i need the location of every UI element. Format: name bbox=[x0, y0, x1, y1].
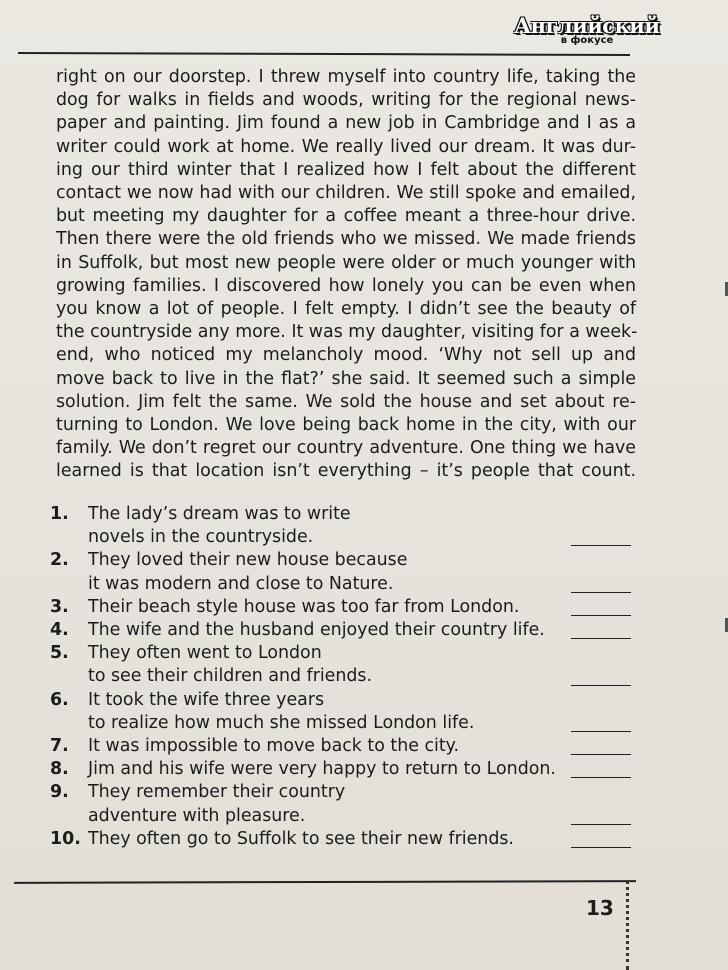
statement-line: Jim and his wife were very happy to return to London. bbox=[88, 759, 556, 780]
statement-item bbox=[50, 619, 635, 642]
statement-item bbox=[50, 828, 635, 851]
passage-line: family. We don’t regret our country adventure. One thing we have bbox=[56, 438, 636, 459]
reading-passage bbox=[56, 66, 636, 484]
statement-line: It took the wife three years bbox=[88, 689, 325, 710]
passage-line: growing families. I discovered how lonely you can be even when bbox=[56, 275, 636, 296]
statement-number: 7. bbox=[50, 736, 69, 757]
answer-blank[interactable] bbox=[571, 754, 631, 755]
statement-item bbox=[50, 503, 635, 549]
statement-line: It was impossible to move back to the city. bbox=[88, 736, 459, 757]
top-divider bbox=[18, 52, 630, 56]
statement-number: 2. bbox=[50, 550, 69, 571]
statement-number: 6. bbox=[50, 689, 69, 710]
passage-line: end, who noticed my melancholy mood. ‘Why not sell up and bbox=[56, 345, 636, 366]
answer-blank[interactable] bbox=[571, 638, 631, 639]
statement-text bbox=[88, 642, 635, 688]
passage-line: turning to London. We love being back home in the city, with our bbox=[56, 415, 636, 436]
statement-text bbox=[88, 781, 635, 827]
statement-list bbox=[50, 503, 635, 851]
statement-item bbox=[50, 596, 635, 619]
statement-number: 3. bbox=[50, 596, 69, 617]
statement-line: it was modern and close to Nature. bbox=[88, 573, 394, 594]
statement-item bbox=[50, 549, 635, 595]
logo-title: Английский bbox=[514, 13, 660, 38]
statement-text bbox=[88, 828, 635, 851]
passage-line: contact we now had with our children. We still spoke and emailed, bbox=[56, 183, 636, 204]
passage-line: writer could work at home. We really lived our dream. It was dur- bbox=[56, 136, 636, 157]
statement-item bbox=[50, 689, 635, 735]
statement-text bbox=[88, 758, 635, 781]
statement-text bbox=[88, 503, 635, 549]
statement-item bbox=[50, 735, 635, 758]
statement-text bbox=[88, 735, 635, 758]
answer-blank[interactable] bbox=[571, 847, 631, 848]
statement-number: 9. bbox=[50, 782, 69, 803]
statement-number: 8. bbox=[50, 759, 69, 780]
page-number: 13 bbox=[586, 896, 614, 920]
passage-line: in Suffolk, but most new people were older or much younger with bbox=[56, 252, 636, 273]
passage-line: dog for walks in fields and woods, writing for the regional news- bbox=[56, 90, 636, 111]
answer-blank[interactable] bbox=[571, 777, 631, 778]
answer-blank[interactable] bbox=[571, 824, 631, 825]
bottom-divider bbox=[14, 880, 636, 884]
answer-blank[interactable] bbox=[571, 592, 631, 593]
passage-line: right on our doorstep. I threw myself into country life, taking the bbox=[56, 67, 636, 87]
passage-line: solution. Jim felt the same. We sold the house and set about re- bbox=[56, 391, 636, 412]
statement-item bbox=[50, 642, 635, 688]
dotted-margin-line bbox=[626, 880, 629, 970]
statement-line: adventure with pleasure. bbox=[88, 805, 306, 826]
statement-line: Their beach style house was too far from London. bbox=[88, 596, 520, 617]
statement-line: They remember their country bbox=[88, 782, 346, 803]
passage-line: ing our third winter that I realized how I felt about the different bbox=[56, 159, 636, 180]
statement-number: 1. bbox=[50, 504, 69, 524]
statement-line: The wife and the husband enjoyed their country life. bbox=[88, 620, 545, 641]
statement-number: 4. bbox=[50, 620, 69, 641]
statement-text bbox=[88, 549, 635, 595]
answer-blank[interactable] bbox=[571, 615, 631, 616]
passage-line: you know a lot of people. I felt empty. I didn’t see the beauty of bbox=[56, 299, 636, 320]
statement-number: 5. bbox=[50, 643, 69, 664]
statement-item bbox=[50, 758, 635, 781]
statement-text bbox=[88, 619, 635, 642]
statement-text bbox=[88, 689, 635, 735]
statement-line: to realize how much she missed London life. bbox=[88, 712, 475, 733]
statement-line: The lady’s dream was to write bbox=[88, 504, 351, 524]
answer-blank[interactable] bbox=[571, 545, 631, 546]
passage-line: but meeting my daughter for a coffee meant a three-hour drive. bbox=[56, 206, 636, 227]
passage-line: learned is that location isn’t everything – it’s people that count. bbox=[56, 461, 636, 482]
answer-blank[interactable] bbox=[571, 685, 631, 686]
statement-line: to see their children and friends. bbox=[88, 666, 373, 687]
statement-text bbox=[88, 596, 635, 619]
publisher-logo bbox=[514, 13, 660, 46]
logo-subtitle: в фокусе bbox=[560, 35, 614, 46]
passage-line: Then there were the old friends who we missed. We made friends bbox=[56, 229, 636, 250]
passage-line: paper and painting. Jim found a new job in Cambridge and I as a bbox=[56, 113, 636, 134]
answer-blank[interactable] bbox=[571, 731, 631, 732]
statement-item bbox=[50, 781, 635, 827]
passage-line: the countryside any more. It was my daughter, visiting for a week- bbox=[56, 322, 638, 343]
passage-line: move back to live in the flat?’ she said. It seemed such a simple bbox=[56, 368, 636, 389]
statement-number: 10. bbox=[50, 828, 81, 849]
statement-line: They loved their new house because bbox=[88, 550, 408, 571]
statement-line: They often go to Suffolk to see their new friends. bbox=[88, 828, 514, 849]
statement-line: novels in the countryside. bbox=[88, 527, 314, 548]
statement-line: They often went to London bbox=[88, 643, 322, 664]
